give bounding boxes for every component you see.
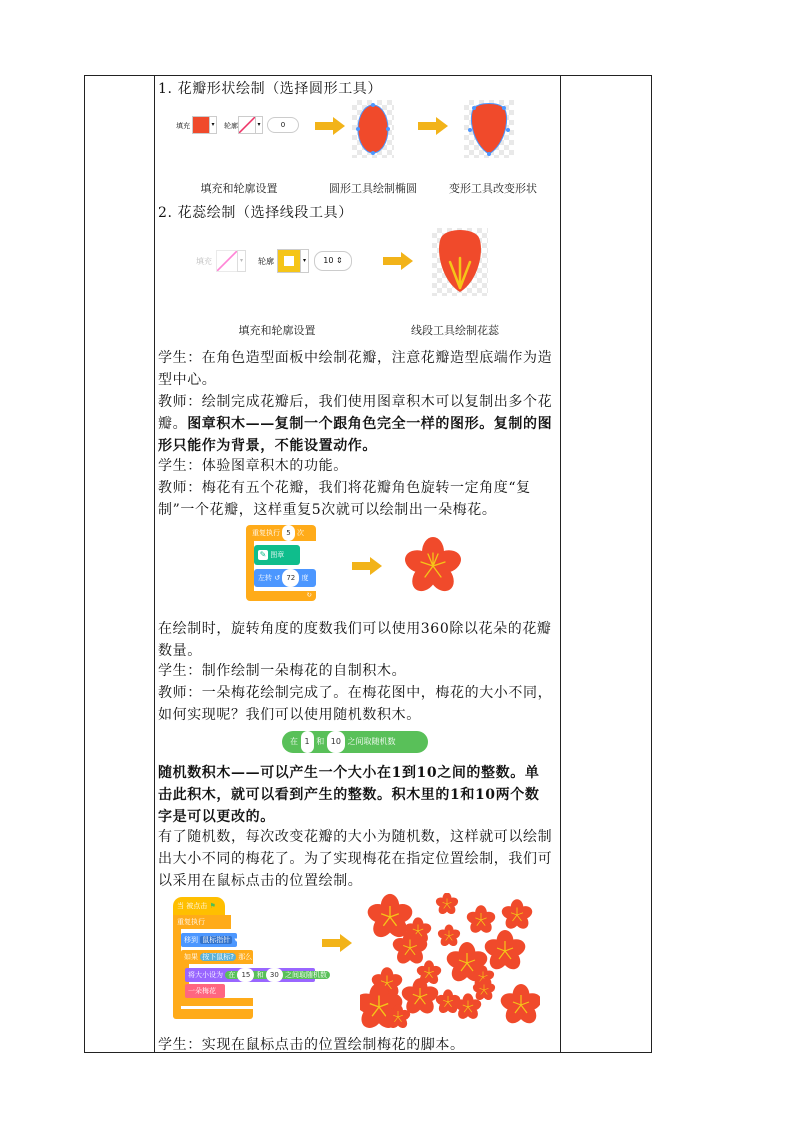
forever-block[interactable]: 重复执行 — [173, 915, 231, 929]
rotate-left-icon: ↺ — [274, 574, 281, 582]
para-student-custom-block: 学生：制作绘制一朵梅花的自制积木。 — [158, 663, 407, 679]
set-size-block[interactable]: 将大小设为 在 15 和 30 之间取随机数 — [185, 968, 315, 982]
ellipse-shape — [352, 100, 394, 158]
outline-dropdown-icon-2[interactable]: ▾ — [300, 249, 309, 273]
fill-outline-panel-1 — [172, 113, 302, 137]
table-divider-right — [560, 76, 561, 1052]
para-teacher-random: 教师：一朵梅花绘制完成了。在梅花图中，梅花的大小不同，如何实现呢？我们可以使用随机数积木。 — [158, 685, 553, 723]
outline-color-swatch[interactable] — [277, 249, 301, 273]
when-flag-clicked-block[interactable]: 当 被点击 ⚑ — [173, 897, 225, 915]
arrow-right-icon — [383, 252, 413, 270]
petal-stamen-canvas — [432, 228, 488, 296]
outline-none-swatch[interactable] — [238, 116, 256, 134]
para-random-size: 有了随机数，每次改变花瓣的大小为随机数，这样就可以绘制出大小不同的梅花了。为了实现梅花在指定位置绘制，我们可以采用在鼠标点击的位置绘制。 — [158, 829, 553, 889]
outline-label-2: 轮廓 — [258, 257, 274, 266]
random-number-block[interactable]: 在 1 和 10 之间取随机数 — [282, 731, 428, 753]
para-student-stamp: 学生：体验图章积木的功能。 — [158, 458, 348, 474]
stamp-definition: 图章积木——复制一个跟角色完全一样的图形。复制的图形只能作为背景，不能设置动作。 — [158, 416, 553, 454]
random-plum-flowers-image — [360, 893, 540, 1029]
petal-with-stamen — [432, 228, 488, 296]
ellipse-canvas — [352, 100, 394, 158]
outline-width-input[interactable]: 0 — [267, 117, 299, 133]
arrow-right-icon — [322, 934, 352, 952]
goto-block[interactable]: 移到 鼠标指针 ▾ — [181, 933, 237, 947]
arrow-right-icon — [418, 117, 448, 135]
para-teacher-stamp: 教师：绘制完成花瓣后，我们使用图章积木可以复制出多个花瓣。图章积木——复制一个跟角色完全一样的图形。复制的图形只能作为背景，不能设置动作。 — [158, 394, 553, 454]
fill-outline-panel-2 — [192, 248, 362, 274]
caption-line-tool: 线段工具绘制花蕊 — [411, 324, 499, 337]
click-draw-script — [171, 895, 328, 1023]
forever-end — [173, 1009, 253, 1019]
repeat-script — [244, 523, 320, 605]
caption-fill-outline-1: 填充和轮廓设置 — [200, 182, 278, 195]
fill-dropdown-icon[interactable]: ▾ — [209, 116, 217, 134]
petal-canvas — [464, 100, 514, 158]
turn-left-block[interactable]: 左转 ↺ 72 度 — [254, 569, 316, 587]
if-end — [181, 998, 253, 1006]
repeat-block[interactable]: 重复执行 5 次 — [246, 525, 316, 541]
fill-label-disabled: 填充 — [196, 257, 212, 266]
draw-plum-custom-block[interactable]: 一朵梅花 — [185, 984, 225, 998]
petal-shape — [464, 100, 514, 158]
step1-heading: 1. 花瓣形状绘制（选择圆形工具） — [158, 81, 383, 97]
line-width-input[interactable]: 10 ⇕ — [314, 251, 352, 271]
para-student-draw: 学生：在角色造型面板中绘制花瓣，注意花瓣造型底端作为造型中心。 — [158, 350, 553, 388]
random-to-input[interactable]: 10 — [327, 731, 345, 753]
para-rotation-angle: 在绘制时，旋转角度的度数我们可以使用360除以花朵的花瓣数量。 — [158, 621, 552, 659]
fill-none-swatch — [216, 250, 238, 272]
fill-color-swatch[interactable] — [192, 116, 210, 134]
caption-ellipse-tool: 圆形工具绘制椭圆 — [329, 182, 417, 195]
fill-dropdown-icon-disabled: ▾ — [237, 250, 246, 272]
table-divider-left — [154, 76, 155, 1052]
random-from-input[interactable]: 1 — [301, 731, 314, 753]
stamp-block[interactable]: ✎ 图章 — [254, 545, 300, 565]
step2-heading: 2. 花蕊绘制（选择线段工具） — [158, 205, 353, 221]
para-student-click-script: 学生：实现在鼠标点击的位置绘制梅花的脚本。 — [158, 1037, 465, 1053]
loop-arrow-icon: ↻ — [246, 591, 316, 601]
plum-flower-image — [404, 537, 462, 595]
caption-reshape-tool: 变形工具改变形状 — [449, 182, 537, 195]
caption-fill-outline-2: 填充和轮廓设置 — [238, 324, 316, 337]
outline-label: 轮廓 — [224, 122, 238, 130]
outline-dropdown-icon[interactable]: ▾ — [255, 116, 263, 134]
fill-label: 填充 — [176, 122, 190, 130]
arrow-right-icon — [315, 117, 345, 135]
repeat-block-arm — [246, 541, 254, 593]
mouse-down-sensing[interactable]: 按下鼠标? — [202, 953, 234, 961]
pen-icon: ✎ — [259, 550, 267, 559]
green-flag-icon: ⚑ — [209, 902, 216, 910]
random-definition: 随机数积木——可以产生一个大小在1到10之间的整数。单击此积木，就可以看到产生的整数。积木里的1和10两个数字是可以更改的。 — [158, 765, 540, 825]
para-teacher-five-petals: 教师：梅花有五个花瓣，我们将花瓣角色旋转一定角度“复制”一个花瓣，这样重复5次就可以绘制出一朵梅花。 — [158, 480, 531, 518]
forever-arm — [173, 929, 181, 1009]
arrow-right-icon — [352, 557, 382, 575]
if-then-block[interactable]: 如果 按下鼠标? 那么 — [181, 950, 253, 964]
